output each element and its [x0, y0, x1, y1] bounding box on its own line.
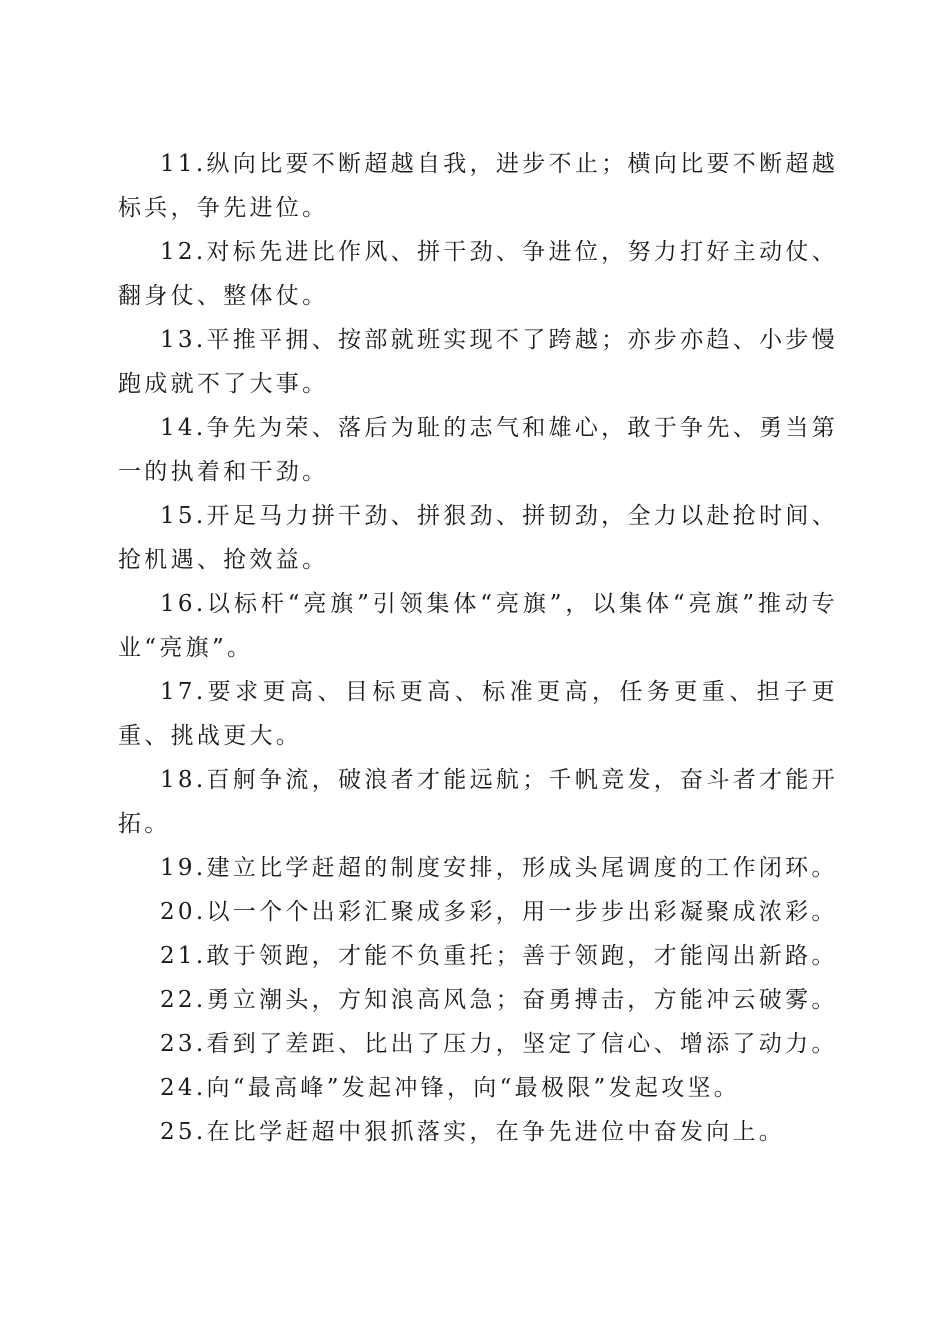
document-body [118, 142, 838, 1154]
paragraph-14: 14.争先为荣、落后为耻的志气和雄心，敢于争先、勇当第一的执着和干劲。 [118, 415, 838, 485]
paragraph-11: 11.纵向比要不断超越自我，进步不止；横向比要不断超越标兵，争先进位。 [118, 151, 838, 221]
paragraph-13: 13.平推平拥、按部就班实现不了跨越；亦步亦趋、小步慢跑成就不了大事。 [118, 327, 838, 397]
paragraph-12: 12.对标先进比作风、拼干劲、争进位，努力打好主动仗、翻身仗、整体仗。 [118, 239, 838, 309]
paragraph-23: 23.看到了差距、比出了压力，坚定了信心、增添了动力。 [160, 1031, 838, 1057]
paragraph-20: 20.以一个个出彩汇聚成多彩，用一步步出彩凝聚成浓彩。 [160, 899, 838, 925]
paragraph-17: 17.要求更高、目标更高、标准更高，任务更重、担子更重、挑战更大。 [118, 679, 838, 749]
paragraph-16: 16.以标杆“亮旗”引领集体“亮旗”，以集体“亮旗”推动专业“亮旗”。 [118, 591, 838, 661]
paragraph-19: 19.建立比学赶超的制度安排，形成头尾调度的工作闭环。 [160, 855, 838, 881]
paragraph-21: 21.敢于领跑，才能不负重托；善于领跑，才能闯出新路。 [160, 943, 838, 969]
paragraph-25: 25.在比学赶超中狠抓落实，在争先进位中奋发向上。 [160, 1119, 786, 1145]
paragraph-18: 18.百舸争流，破浪者才能远航；千帆竞发，奋斗者才能开拓。 [118, 767, 838, 837]
paragraph-24: 24.向“最高峰”发起冲锋，向“最极限”发起攻坚。 [160, 1075, 741, 1101]
paragraph-15: 15.开足马力拼干劲、拼狠劲、拼韧劲，全力以赴抢时间、抢机遇、抢效益。 [118, 503, 838, 573]
paragraph-22: 22.勇立潮头，方知浪高风急；奋勇搏击，方能冲云破雾。 [160, 987, 838, 1013]
